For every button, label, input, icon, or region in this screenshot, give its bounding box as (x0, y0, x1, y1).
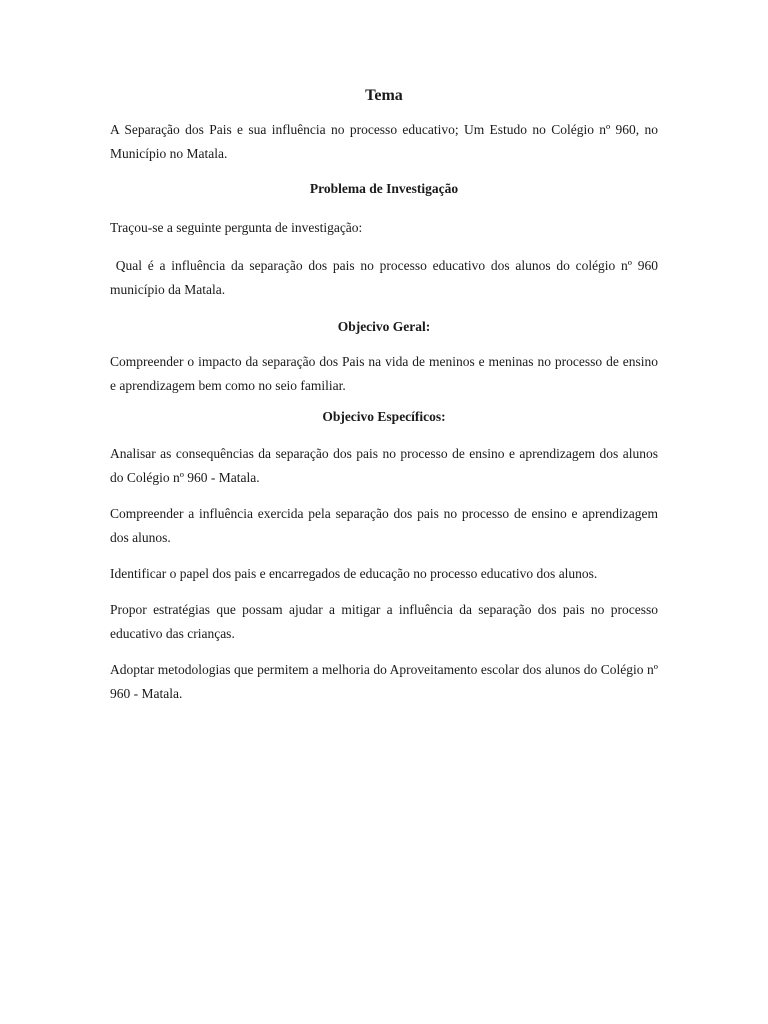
problem-question-paragraph: Qual é a influência da separação dos pais no processo educativo dos alunos do colégio nº 960 município da Matala. (110, 258, 662, 297)
specific-objective-item: Identificar o papel dos pais e encarregados de educação no processo educativo dos alunos. (110, 566, 598, 581)
general-objective-paragraph: Compreender o impacto da separação dos Pais na vida de meninos e meninas no processo de ensino e aprendizagem bem como no seio familiar. (110, 354, 658, 393)
specific-objective-item: Propor estratégias que possam ajudar a mitigar a influência da separação dos pais no processo educativo das crianças. (110, 602, 658, 641)
document-title: Tema (365, 87, 403, 104)
specific-objective-item: Compreender a influência exercida pela separação dos pais no processo de ensino e aprendizagem dos alunos. (110, 506, 658, 545)
problem-lead-paragraph: Traçou-se a seguinte pergunta de investigação: (110, 220, 363, 235)
specific-objective-item: Adoptar metodologias que permitem a melhoria do Aproveitamento escolar dos alunos do Colégio nº 960 - Matala. (110, 662, 658, 701)
problem-heading: Problema de Investigação (309, 181, 459, 196)
specific-objectives-heading: Objecivo Específicos: (322, 409, 446, 424)
intro-paragraph: A Separação dos Pais e sua influência no processo educativo; Um Estudo no Colégio nº 960, no Município no Matala. (110, 122, 658, 161)
specific-objective-item: Analisar as consequências da separação dos pais no processo de ensino e aprendizagem dos alunos do Colégio nº 960 - Matala. (110, 446, 658, 485)
document-body (110, 86, 662, 706)
general-objective-heading: Objecivo Geral: (337, 319, 431, 334)
